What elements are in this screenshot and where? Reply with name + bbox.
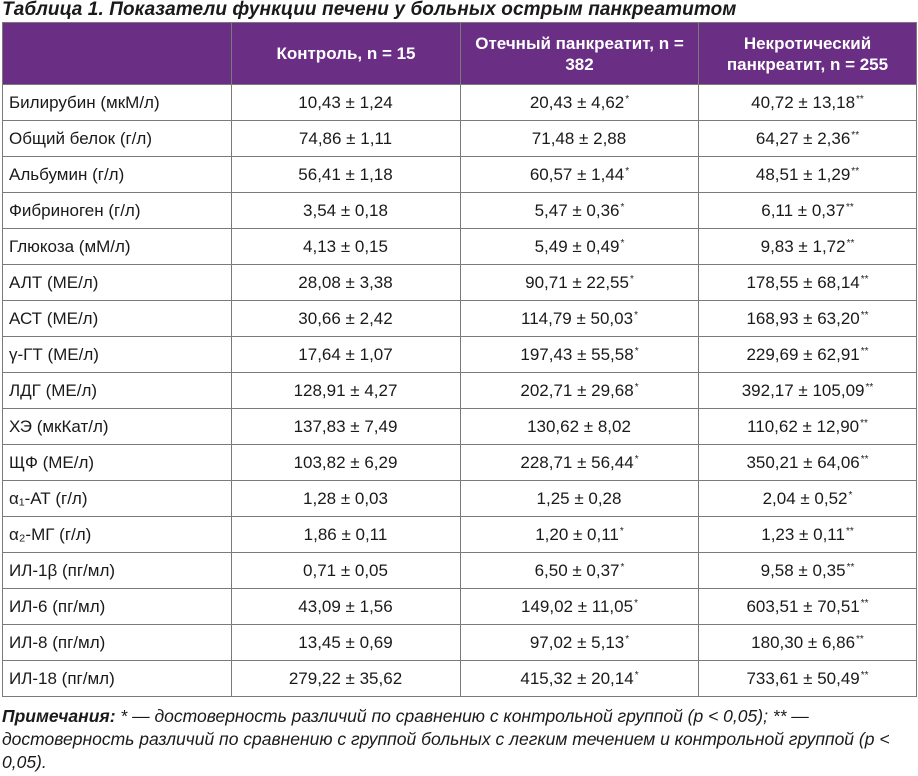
- parameter-cell: α₂-МГ (г/л): [3, 517, 232, 553]
- parameter-cell: ХЭ (мкКат/л): [3, 409, 232, 445]
- table-row: [3, 193, 917, 229]
- edematous-value-cell: 202,71 ± 29,68*: [461, 373, 699, 409]
- table-row: [3, 265, 917, 301]
- significance-mark: **: [856, 93, 864, 105]
- control-value-cell: 137,83 ± 7,49: [232, 409, 461, 445]
- edematous-value-cell: 130,62 ± 8,02: [461, 409, 699, 445]
- necrotic-value-cell: 392,17 ± 105,09**: [699, 373, 917, 409]
- necrotic-value-cell: 733,61 ± 50,49**: [699, 661, 917, 697]
- table-notes: [2, 705, 916, 774]
- table-row: [3, 301, 917, 337]
- parameter-cell: ИЛ-18 (пг/мл): [3, 661, 232, 697]
- significance-mark: **: [860, 417, 868, 429]
- significance-mark: *: [620, 201, 625, 213]
- parameter-cell: АСТ (МЕ/л): [3, 301, 232, 337]
- control-value-cell: 43,09 ± 1,56: [232, 589, 461, 625]
- significance-mark: **: [851, 129, 860, 141]
- table-row: [3, 337, 917, 373]
- significance-mark: **: [860, 453, 869, 465]
- significance-mark: *: [848, 489, 853, 501]
- necrotic-value-cell: 229,69 ± 62,91**: [699, 337, 917, 373]
- table-body: [3, 85, 917, 697]
- table-row: [3, 481, 917, 517]
- significance-mark: **: [846, 561, 855, 573]
- significance-mark: *: [625, 93, 630, 105]
- edematous-value-cell: 71,48 ± 2,88: [461, 121, 699, 157]
- necrotic-value-cell: 40,72 ± 13,18**: [699, 85, 917, 121]
- necrotic-value-cell: 9,58 ± 0,35**: [699, 553, 917, 589]
- header-necrotic: Некротический панкреатит, n = 255: [699, 23, 917, 85]
- edematous-value-cell: 5,49 ± 0,49*: [461, 229, 699, 265]
- table-row: [3, 661, 917, 697]
- parameter-cell: ИЛ-8 (пг/мл): [3, 625, 232, 661]
- edematous-value-cell: 228,71 ± 56,44*: [461, 445, 699, 481]
- significance-mark: *: [634, 597, 638, 609]
- necrotic-value-cell: 603,51 ± 70,51**: [699, 589, 917, 625]
- table-row: [3, 625, 917, 661]
- header-edematous: Отечный панкреатит, n = 382: [461, 23, 699, 85]
- edematous-value-cell: 90,71 ± 22,55*: [461, 265, 699, 301]
- control-value-cell: 13,45 ± 0,69: [232, 625, 461, 661]
- control-value-cell: 4,13 ± 0,15: [232, 229, 461, 265]
- significance-mark: *: [619, 525, 624, 537]
- significance-mark: **: [860, 309, 869, 321]
- control-value-cell: 30,66 ± 2,42: [232, 301, 461, 337]
- control-value-cell: 74,86 ± 1,11: [232, 121, 461, 157]
- parameter-cell: ИЛ-1β (пг/мл): [3, 553, 232, 589]
- table-row: [3, 409, 917, 445]
- parameter-cell: α₁-АТ (г/л): [3, 481, 232, 517]
- parameter-cell: ЩФ (МЕ/л): [3, 445, 232, 481]
- necrotic-value-cell: 1,23 ± 0,11**: [699, 517, 917, 553]
- parameter-cell: ЛДГ (МЕ/л): [3, 373, 232, 409]
- edematous-value-cell: 114,79 ± 50,03*: [461, 301, 699, 337]
- control-value-cell: 279,22 ± 35,62: [232, 661, 461, 697]
- control-value-cell: 1,86 ± 0,11: [232, 517, 461, 553]
- parameter-cell: ИЛ-6 (пг/мл): [3, 589, 232, 625]
- necrotic-value-cell: 178,55 ± 68,14**: [699, 265, 917, 301]
- control-value-cell: 128,91 ± 4,27: [232, 373, 461, 409]
- significance-mark: *: [634, 669, 639, 681]
- necrotic-value-cell: 6,11 ± 0,37**: [699, 193, 917, 229]
- significance-mark: **: [851, 165, 860, 177]
- control-value-cell: 17,64 ± 1,07: [232, 337, 461, 373]
- significance-mark: *: [634, 381, 639, 393]
- significance-mark: **: [860, 273, 869, 285]
- significance-mark: **: [845, 525, 854, 537]
- table-row: [3, 157, 917, 193]
- parameter-cell: Общий белок (г/л): [3, 121, 232, 157]
- edematous-value-cell: 1,20 ± 0,11*: [461, 517, 699, 553]
- significance-mark: **: [856, 633, 864, 645]
- table-row: [3, 517, 917, 553]
- parameter-cell: АЛТ (МЕ/л): [3, 265, 232, 301]
- necrotic-value-cell: 9,83 ± 1,72**: [699, 229, 917, 265]
- significance-mark: *: [634, 453, 639, 465]
- table-row: [3, 85, 917, 121]
- necrotic-value-cell: 168,93 ± 63,20**: [699, 301, 917, 337]
- table-row: [3, 553, 917, 589]
- significance-mark: **: [860, 345, 869, 357]
- significance-mark: *: [629, 273, 634, 285]
- edematous-value-cell: 415,32 ± 20,14*: [461, 661, 699, 697]
- parameter-cell: Фибриноген (г/л): [3, 193, 232, 229]
- significance-mark: *: [620, 561, 625, 573]
- control-value-cell: 3,54 ± 0,18: [232, 193, 461, 229]
- necrotic-value-cell: 2,04 ± 0,52*: [699, 481, 917, 517]
- table-row: [3, 445, 917, 481]
- edematous-value-cell: 197,43 ± 55,58*: [461, 337, 699, 373]
- header-row: [3, 23, 917, 85]
- edematous-value-cell: 20,43 ± 4,62*: [461, 85, 699, 121]
- table-row: [3, 121, 917, 157]
- parameter-cell: Альбумин (г/л): [3, 157, 232, 193]
- necrotic-value-cell: 350,21 ± 64,06**: [699, 445, 917, 481]
- notes-label: Примечания:: [2, 706, 116, 726]
- necrotic-value-cell: 64,27 ± 2,36**: [699, 121, 917, 157]
- necrotic-value-cell: 48,51 ± 1,29**: [699, 157, 917, 193]
- control-value-cell: 1,28 ± 0,03: [232, 481, 461, 517]
- parameter-cell: Глюкоза (мМ/л): [3, 229, 232, 265]
- parameter-cell: γ-ГТ (МЕ/л): [3, 337, 232, 373]
- edematous-value-cell: 5,47 ± 0,36*: [461, 193, 699, 229]
- control-value-cell: 28,08 ± 3,38: [232, 265, 461, 301]
- significance-mark: *: [625, 633, 630, 645]
- significance-mark: **: [860, 669, 869, 681]
- significance-mark: *: [634, 345, 639, 357]
- edematous-value-cell: 6,50 ± 0,37*: [461, 553, 699, 589]
- liver-function-table: [2, 22, 917, 697]
- edematous-value-cell: 149,02 ± 11,05*: [461, 589, 699, 625]
- edematous-value-cell: 60,57 ± 1,44*: [461, 157, 699, 193]
- necrotic-value-cell: 110,62 ± 12,90**: [699, 409, 917, 445]
- significance-mark: **: [865, 381, 874, 393]
- control-value-cell: 103,82 ± 6,29: [232, 445, 461, 481]
- significance-mark: **: [860, 597, 869, 609]
- edematous-value-cell: 97,02 ± 5,13*: [461, 625, 699, 661]
- control-value-cell: 56,41 ± 1,18: [232, 157, 461, 193]
- significance-mark: *: [620, 237, 625, 249]
- table-row: [3, 229, 917, 265]
- header-control: Контроль, n = 15: [232, 23, 461, 85]
- significance-mark: *: [625, 165, 630, 177]
- significance-mark: **: [846, 237, 855, 249]
- significance-mark: *: [634, 309, 638, 321]
- control-value-cell: 0,71 ± 0,05: [232, 553, 461, 589]
- table-row: [3, 589, 917, 625]
- table-title: Таблица 1. Показатели функции печени у больных острым панкреатитом: [2, 0, 737, 20]
- header-blank-cell: [3, 23, 232, 85]
- table-row: [3, 373, 917, 409]
- notes-text: * — достоверность различий по сравнению с контрольной группой (р < 0,05); ** — достоверность различий по сравнению с группой больных с легким течением и контрольной группой (р < 0,05).: [2, 706, 890, 772]
- control-value-cell: 10,43 ± 1,24: [232, 85, 461, 121]
- significance-mark: **: [845, 201, 854, 213]
- edematous-value-cell: 1,25 ± 0,28: [461, 481, 699, 517]
- necrotic-value-cell: 180,30 ± 6,86**: [699, 625, 917, 661]
- parameter-cell: Билирубин (мкМ/л): [3, 85, 232, 121]
